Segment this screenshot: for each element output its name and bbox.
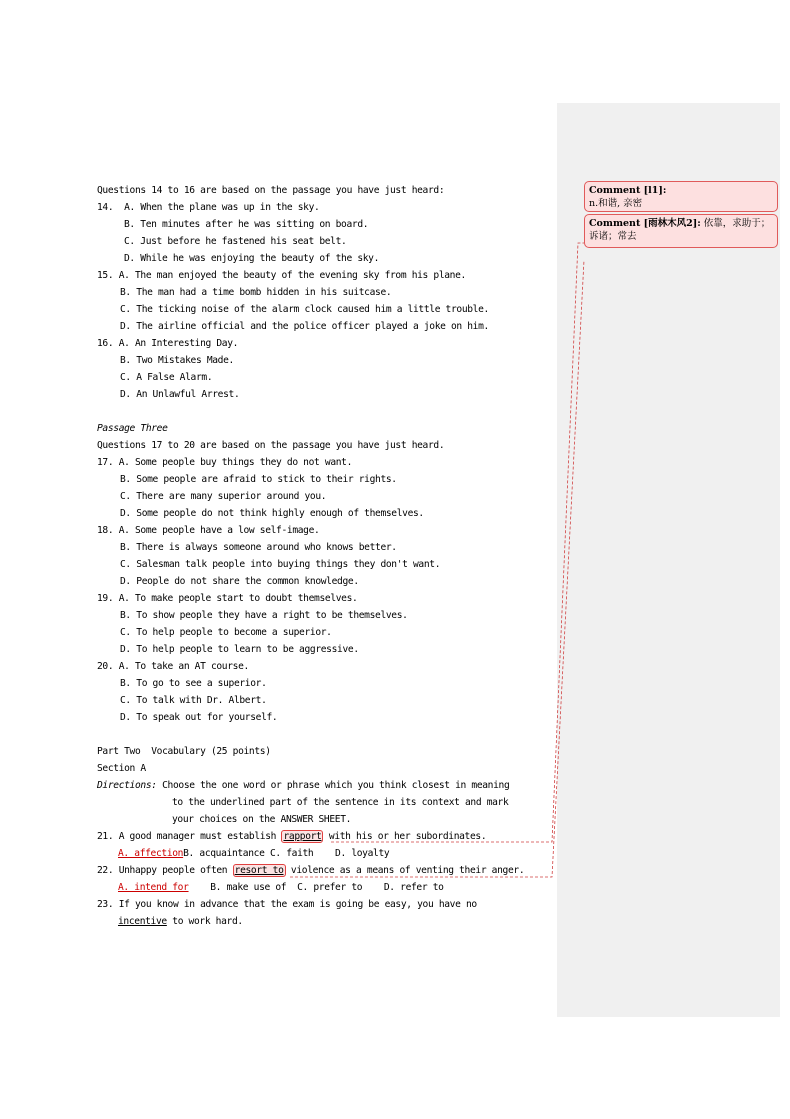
q18-option-a: 18. A. Some people have a low self-image. <box>97 525 320 536</box>
comment-1-title: Comment [l1]: <box>589 185 667 196</box>
q16-option-c: C. A False Alarm. <box>120 372 213 383</box>
part-two-heading: Part Two Vocabulary (25 points) <box>97 746 271 757</box>
q16-option-a: 16. A. An Interesting Day. <box>97 338 239 349</box>
q23-stem-end: to work hard. <box>166 916 243 927</box>
q17-option-b: B. Some people are afraid to stick to their rights. <box>120 474 397 485</box>
q14-option-a: 14. A. When the plane was up in the sky. <box>97 202 320 213</box>
q18-option-d: D. People do not share the common knowledge. <box>120 576 359 587</box>
comment-balloon-2[interactable] <box>584 214 778 248</box>
question-intro-17-20: Questions 17 to 20 are based on the passage you have just heard. <box>97 440 445 451</box>
q17-option-a: 17. A. Some people buy things they do not want. <box>97 457 353 468</box>
q21-stem-end: with his or her subordinates. <box>323 831 487 842</box>
directions-line-1 <box>97 780 509 792</box>
comment-1-body: n.和谐, 亲密 <box>589 198 643 209</box>
q20-option-a: 20. A. To take an AT course. <box>97 661 249 672</box>
q21-options <box>118 848 389 860</box>
q14-option-c: C. Just before he fastened his seat belt. <box>124 236 347 247</box>
comment-2-body-1: 依靠，求助于； <box>700 218 771 229</box>
directions-label: Directions: <box>97 780 157 791</box>
q21-other-options: B. acquaintance C. faith D. loyalty <box>183 848 390 859</box>
q15-option-c: C. The ticking noise of the alarm clock caused him a little trouble. <box>120 304 489 315</box>
comment-balloon-1[interactable] <box>584 181 778 212</box>
q21-stem-start: 21. A good manager must establish <box>97 831 282 842</box>
q18-option-c: C. Salesman talk people into buying things they don't want. <box>120 559 441 570</box>
q15-option-b: B. The man had a time bomb hidden in his suitcase. <box>120 287 392 298</box>
q17-option-c: C. There are many superior around you. <box>120 491 327 502</box>
directions-line-2: to the underlined part of the sentence in its context and mark <box>172 797 509 808</box>
q15-option-a: 15. A. The man enjoyed the beauty of the evening sky from his plane. <box>97 270 466 281</box>
directions-text-1: Choose the one word or phrase which you think closest in meaning <box>156 780 510 791</box>
section-a-heading: Section A <box>97 763 146 774</box>
q20-option-d: D. To speak out for yourself. <box>120 712 278 723</box>
q19-option-d: D. To help people to learn to be aggressive. <box>120 644 359 655</box>
passage-three-heading: Passage Three <box>97 423 168 434</box>
q19-option-b: B. To show people they have a right to be themselves. <box>120 610 408 621</box>
q22-underlined-phrase[interactable]: resort to <box>234 865 284 876</box>
question-intro-14-16: Questions 14 to 16 are based on the passage you have just heard: <box>97 185 445 196</box>
q21-answer-a: A. affection <box>118 848 184 859</box>
q22-other-options: B. make use of C. prefer to D. refer to <box>188 882 444 893</box>
q19-option-a: 19. A. To make people start to doubt themselves. <box>97 593 358 604</box>
q22-stem <box>97 865 524 877</box>
q21-underlined-word[interactable]: rapport <box>283 831 322 842</box>
directions-line-3: your choices on the ANSWER SHEET. <box>172 814 352 825</box>
q14-option-b: B. Ten minutes after he was sitting on board. <box>124 219 369 230</box>
q21-stem <box>97 831 486 843</box>
q19-option-c: C. To help people to become a superior. <box>120 627 332 638</box>
q18-option-b: B. There is always someone around who knows better. <box>120 542 397 553</box>
q23-stem: 23. If you know in advance that the exam is going be easy, you have no <box>97 899 477 910</box>
q23-underlined-word: incentive <box>118 916 167 927</box>
q15-option-d: D. The airline official and the police officer played a joke on him. <box>120 321 489 332</box>
q14-option-d: D. While he was enjoying the beauty of the sky. <box>124 253 380 264</box>
q22-answer-a: A. intend for <box>118 882 189 893</box>
comment-2-body-2: 诉诸；常去 <box>589 231 637 242</box>
q16-option-b: B. Two Mistakes Made. <box>120 355 234 366</box>
q22-stem-start: 22. Unhappy people often <box>97 865 233 876</box>
q17-option-d: D. Some people do not think highly enough of themselves. <box>120 508 424 519</box>
comment-2-title: Comment [雨林木风2]: <box>589 218 701 229</box>
q22-options <box>118 882 444 894</box>
q20-option-b: B. To go to see a superior. <box>120 678 267 689</box>
q20-option-c: C. To talk with Dr. Albert. <box>120 695 267 706</box>
q22-stem-end: violence as a means of venting their anger. <box>285 865 525 876</box>
q23-stem-line-2 <box>118 916 243 928</box>
q16-option-d: D. An Unlawful Arrest. <box>120 389 240 400</box>
